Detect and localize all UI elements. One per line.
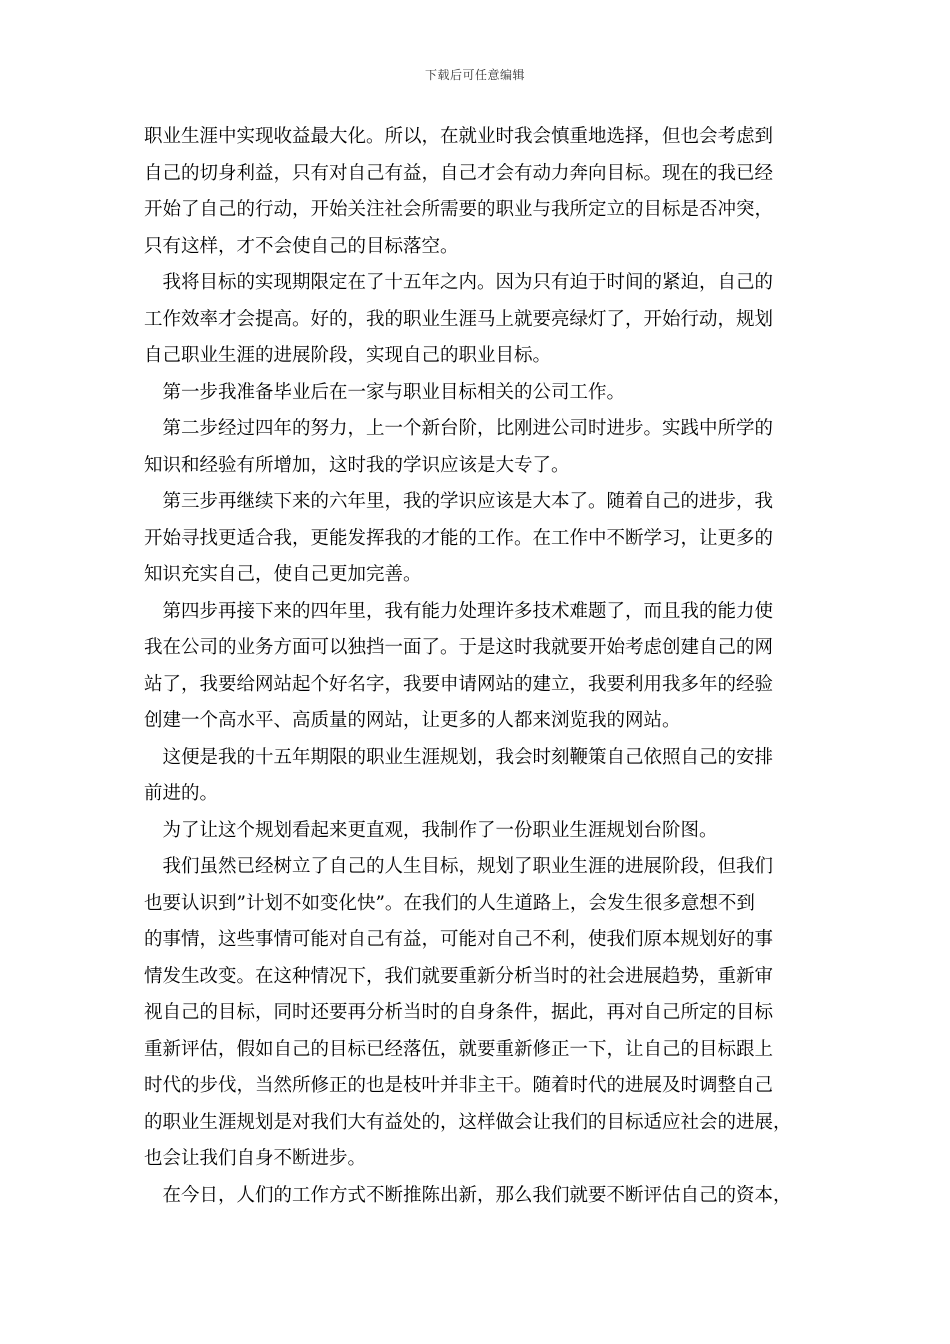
text-line: 为了让这个规划看起来更直观，我制作了一份职业生涯规划台阶图。 [144, 819, 718, 841]
document-body [144, 119, 812, 1214]
text-line: 创建一个高水平、高质量的网站，让更多的人都来浏览我的网站。 [144, 710, 681, 731]
text-line: 知识和经验有所增加，这时我的学识应该是大专了。 [144, 454, 570, 476]
text-line: 前进的。 [144, 783, 219, 804]
text-line: 自己的切身利益，只有对自己有益，自己才会有动力奔向目标。现在的我已经 [144, 162, 774, 184]
text-line: 我们虽然已经树立了自己的人生目标，规划了职业生涯的进展阶段，但我们 [144, 856, 774, 877]
text-line: 第四步再接下来的四年里，我有能力处理许多技术难题了，而且我的能力使 [144, 600, 774, 622]
text-line: 站了，我要给网站起个好名字，我要申请网站的建立，我要利用我多年的经验 [144, 673, 774, 695]
text-line: 重新评估，假如自己的目标已经落伍，就要重新修正一下，让自己的目标跟上 [144, 1038, 774, 1060]
text-line: 也会让我们自身不断进步。 [144, 1148, 367, 1169]
text-line: 这便是我的十五年期限的职业生涯规划，我会时刻鞭策自己依照自己的安排 [144, 746, 774, 768]
text-line: 第三步再继续下来的六年里，我的学识应该是大本了。随着自己的进步，我 [144, 491, 774, 512]
page-header: 下载后可任意编辑 [424, 68, 525, 82]
text-line: 第二步经过四年的努力，上一个新台阶，比刚进公司时进步。实践中所学的 [144, 418, 774, 439]
text-line: 在今日，人们的工作方式不断推陈出新，那么我们就要不断评估自己的资本， [144, 1184, 792, 1206]
text-line: 我将目标的实现期限定在了十五年之内。因为只有迫于时间的紧迫，自己的 [144, 272, 774, 293]
text-line: 职业生涯中实现收益最大化。所以，在就业时我会慎重地选择，但也会考虑到 [144, 126, 774, 147]
text-line: 工作效率才会提高。好的，我的职业生涯马上就要亮绿灯了，开始行动，规划 [144, 308, 774, 330]
text-line: 的职业生涯规划是对我们大有益处的，这样做会让我们的目标适应社会的进展， [144, 1111, 792, 1133]
text-line: 自己职业生涯的进展阶段，实现自己的职业目标。 [144, 345, 552, 366]
text-line: 视自己的目标，同时还要再分析当时的自身条件，据此，再对自己所定的目标 [144, 1002, 774, 1023]
text-line: 也要认识到”计划不如变化快”。在我们的人生道路上，会发生很多意想不到 [144, 892, 755, 914]
text-line: 知识充实自己，使自己更加完善。 [144, 564, 422, 585]
text-line: 第一步我准备毕业后在一家与职业目标相关的公司工作。 [144, 381, 626, 403]
text-line: 只有这样，才不会使自己的目标落空。 [144, 235, 459, 257]
text-line: 情发生改变。在这种情况下，我们就要重新分析当时的社会进展趋势，重新审 [144, 965, 774, 987]
text-line: 的事情，这些事情可能对自己有益，可能对自己不利，使我们原本规划好的事 [144, 929, 774, 950]
text-line: 我在公司的业务方面可以独挡一面了。于是这时我就要开始考虑创建自己的网 [144, 637, 774, 658]
text-line: 时代的步伐，当然所修正的也是枝叶并非主干。随着时代的进展及时调整自己 [144, 1075, 774, 1096]
text-line: 开始寻找更适合我，更能发挥我的才能的工作。在工作中不断学习，让更多的 [144, 527, 774, 549]
text-line: 开始了自己的行动，开始关注社会所需要的职业与我所定立的目标是否冲突， [144, 199, 774, 220]
